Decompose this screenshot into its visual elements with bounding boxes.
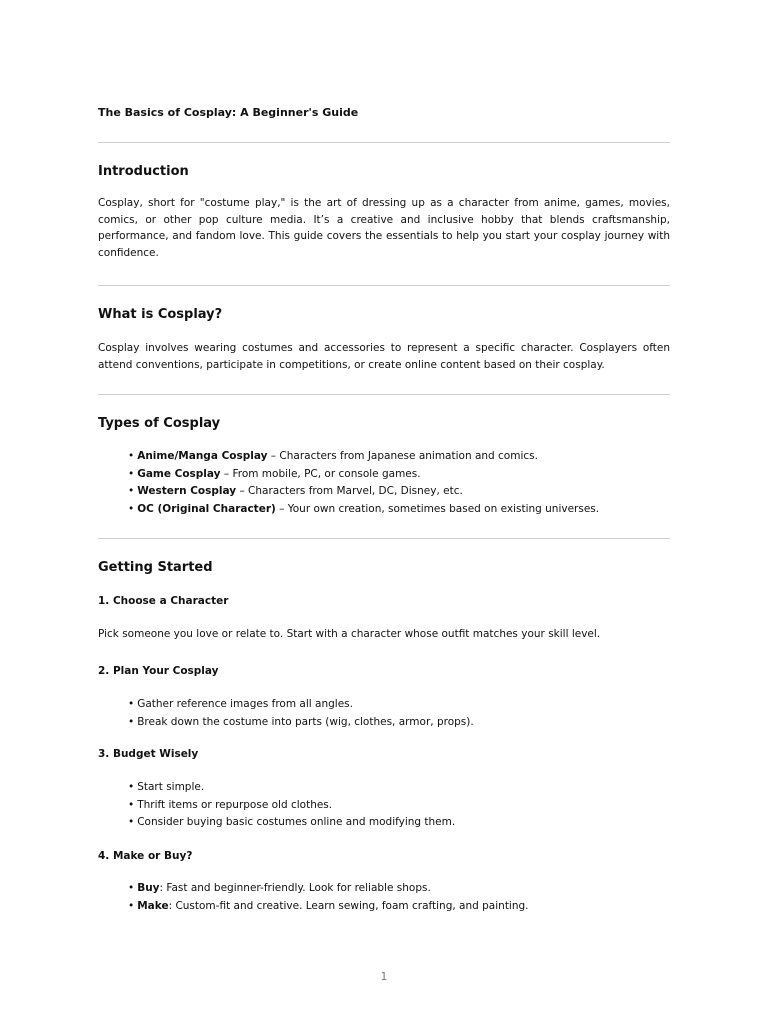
page-number: 1 [380,971,388,983]
list-item: • Start simple. [128,781,205,793]
bullet: • [128,502,135,515]
bullet: • [128,485,135,497]
list-item [128,466,599,484]
step-2-heading: 2. Plan Your Cosplay [98,665,219,677]
divider [98,394,670,395]
type-term: OC (Original Character) [137,502,276,515]
list-item [128,898,529,916]
list-item: • Thrift items or repurpose old clothes. [128,798,333,811]
document-title: The Basics of Cosplay: A Beginner's Guide [98,106,359,119]
option-description: : Custom-fit and creative. Learn sewing, foam crafting, and painting. [168,899,529,912]
type-term: Game Cosplay [137,467,221,480]
bullet: • [128,450,135,462]
bullet: • [128,715,135,728]
getting-started-heading: Getting Started [98,560,213,575]
step-4-heading: 4. Make or Buy? [98,850,193,862]
bullet: • [128,899,135,912]
list-item [128,448,599,466]
step-2-list [128,696,474,731]
step-3-list [128,779,455,832]
bullet: • [128,698,135,710]
list-item [128,483,599,501]
step-3-heading: 3. Budget Wisely [98,748,199,760]
what-is-cosplay-heading: What is Cosplay? [98,307,223,322]
bullet: • [128,781,135,793]
list-item [128,501,599,519]
type-term: Western Cosplay [137,485,237,497]
step-1-heading: 1. Choose a Character [98,595,229,607]
divider [98,285,670,286]
option-term: Buy [137,882,160,894]
divider [98,142,670,143]
type-description: – Characters from Japanese animation and comics. [267,450,538,462]
list-item [128,880,529,898]
what-is-cosplay-paragraph: Cosplay involves wearing costumes and accessories to represent a specific character. Cosplayers often attend conventions, participate in competitions, or create online content based on their cosplay. [98,342,670,371]
type-description: – Characters from Marvel, DC, Disney, etc. [236,485,463,497]
divider [98,538,670,539]
introduction-paragraph: Cosplay, short for "costume play," is the art of dressing up as a character from anime, games, movies, comics, or other pop culture media. It’s a creative and inclusive hobby that blends craftsmanship, performance, and fandom love. This guide covers the essentials to help you start your cosplay journey with confidence. [98,197,670,259]
step-1-paragraph: Pick someone you love or relate to. Start with a character whose outfit matches your skill level. [98,628,601,640]
list-item: • Gather reference images from all angles. [128,698,353,710]
types-of-cosplay-heading: Types of Cosplay [98,416,221,431]
types-list [128,448,599,518]
type-description: – From mobile, PC, or console games. [220,467,421,480]
step-4-list [128,880,529,915]
option-description: : Fast and beginner-friendly. Look for reliable shops. [159,882,431,894]
type-term: Anime/Manga Cosplay [137,450,268,462]
list-item: • Consider buying basic costumes online and modifying them. [128,816,456,828]
bullet: • [128,467,135,480]
option-term: Make [137,899,169,912]
introduction-heading: Introduction [98,164,189,179]
list-item: • Break down the costume into parts (wig, clothes, armor, props). [128,715,474,728]
bullet: • [128,798,135,811]
bullet: • [128,816,135,828]
bullet: • [128,882,135,894]
type-description: – Your own creation, sometimes based on existing universes. [275,502,600,515]
